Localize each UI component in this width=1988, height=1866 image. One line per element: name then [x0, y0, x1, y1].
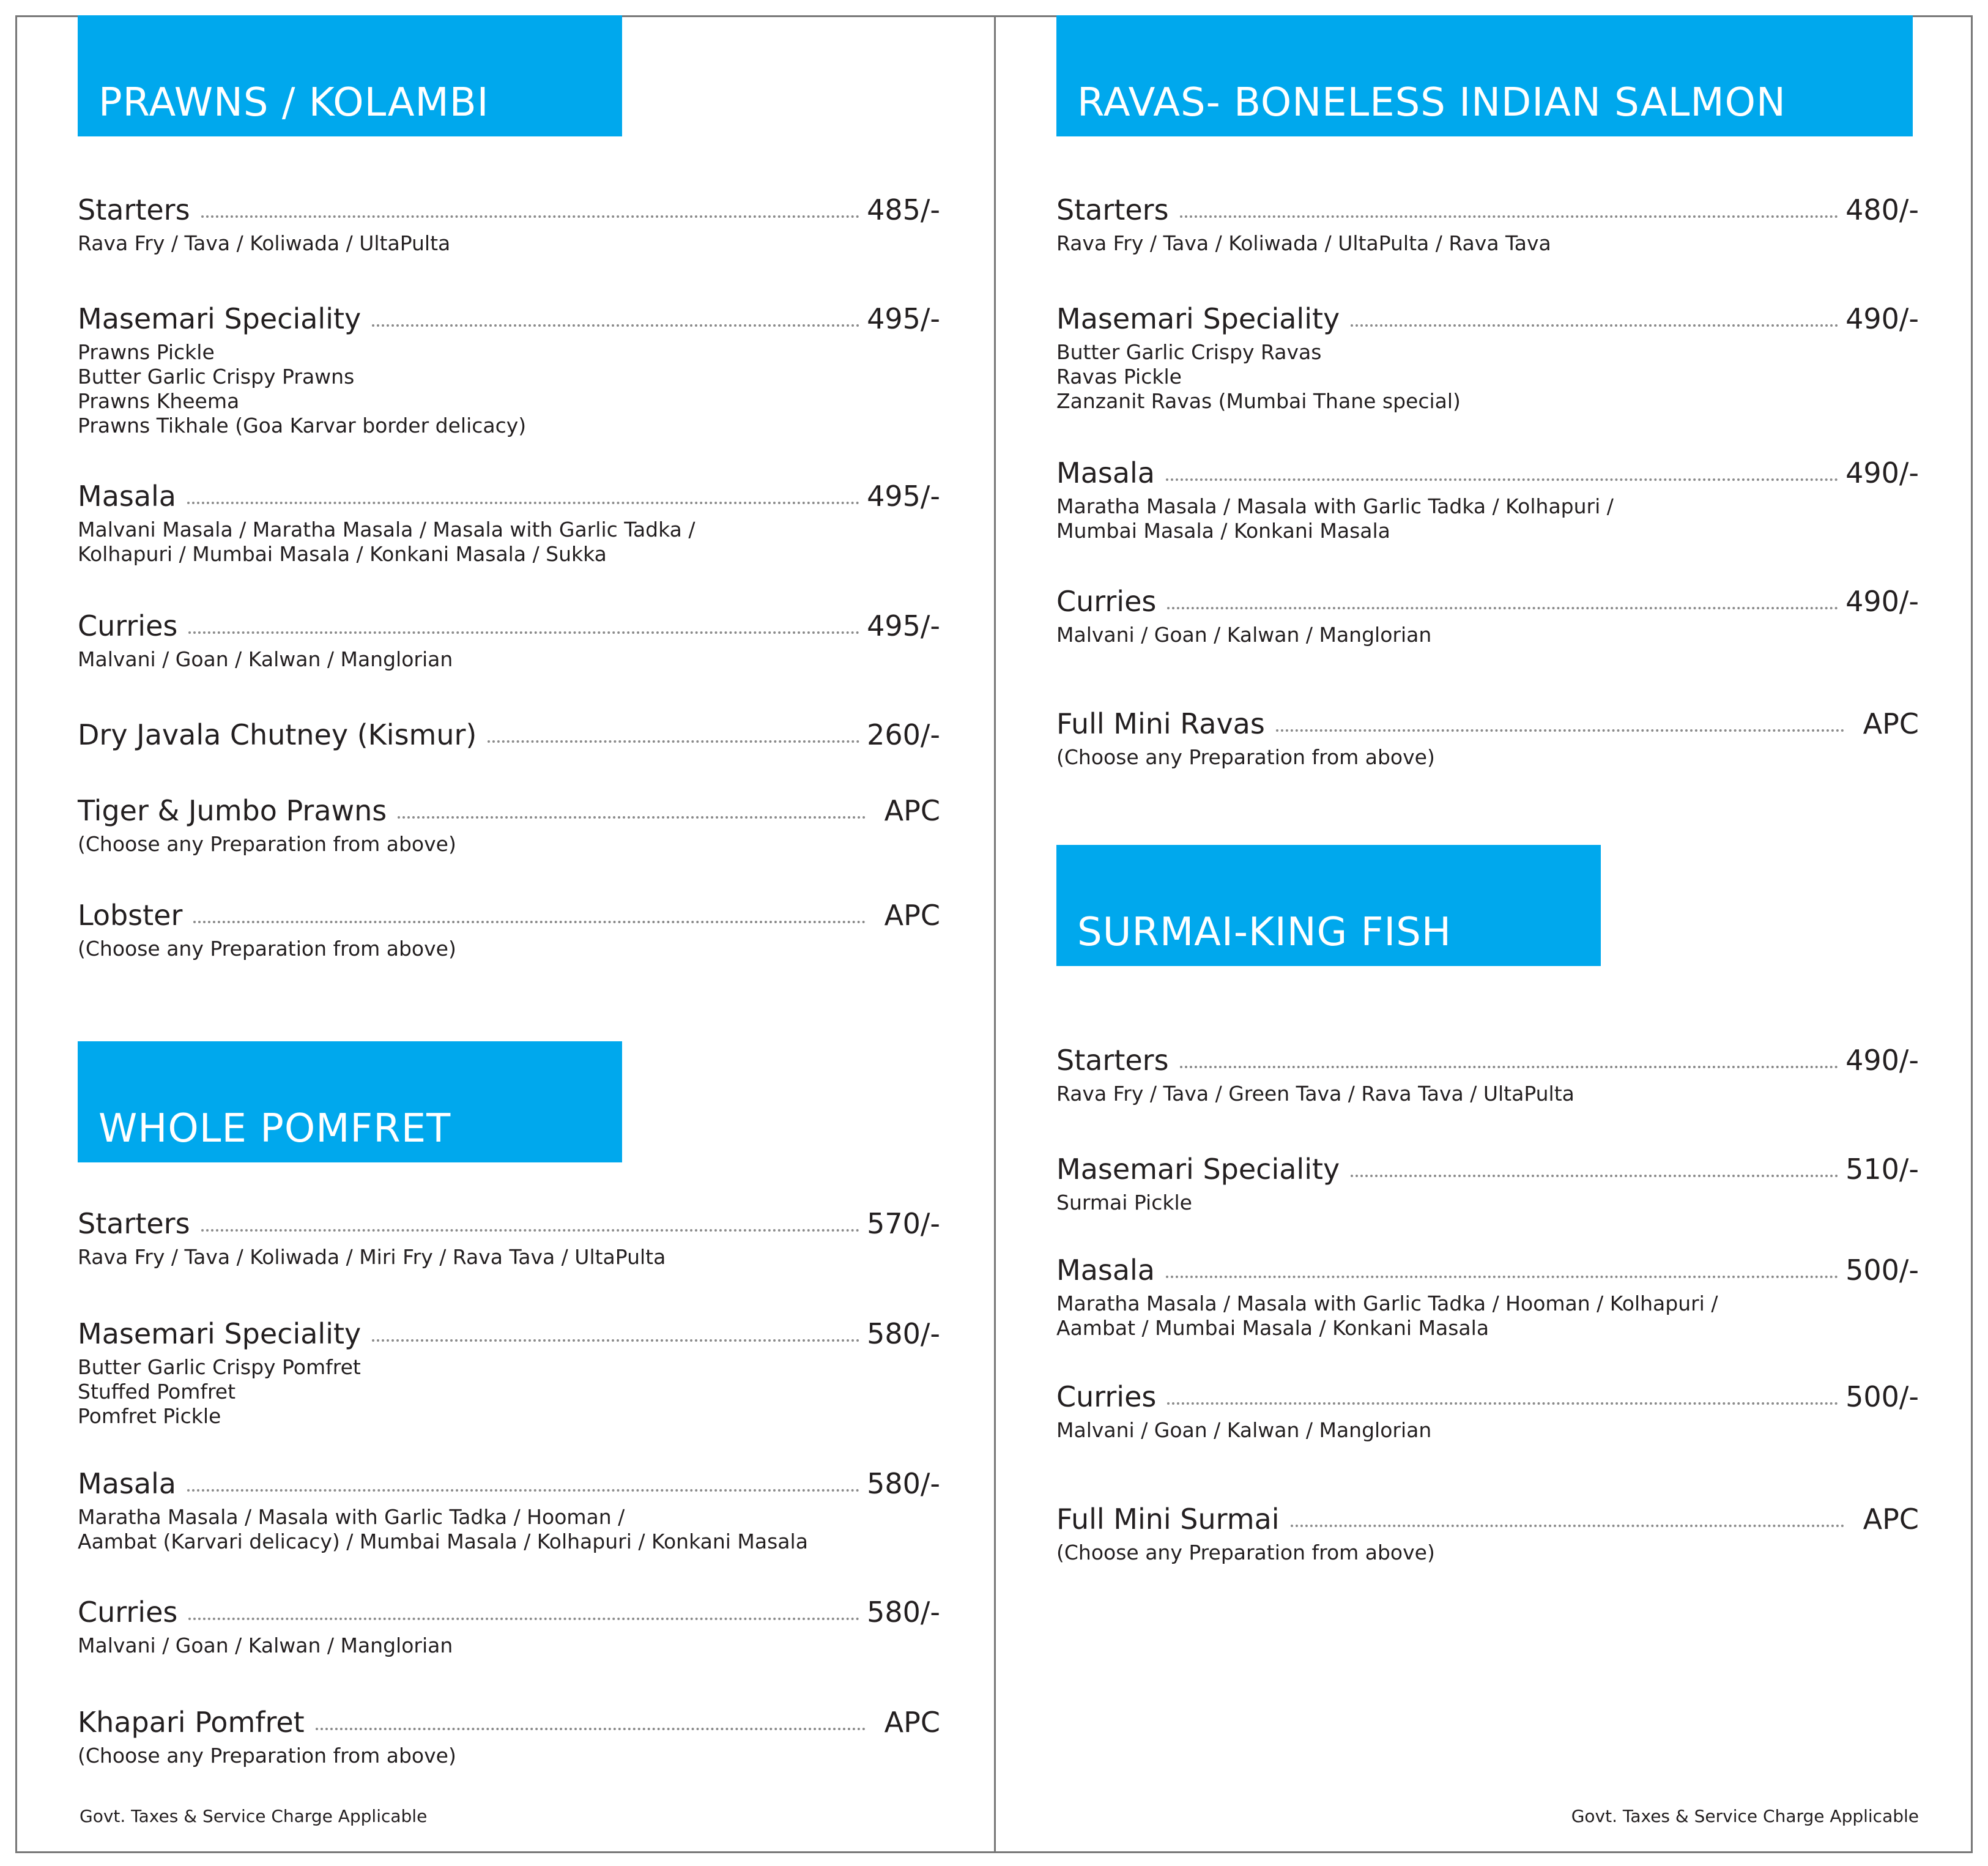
- dot-leader: [372, 1339, 859, 1342]
- description-line: Maratha Masala / Masala with Garlic Tadka / Kolhapuri /: [1056, 494, 1614, 518]
- description-line: Rava Fry / Tava / Koliwada / UltaPulta: [78, 231, 451, 255]
- menu-item-line: [1056, 1040, 1919, 1077]
- footer-note-right: Govt. Taxes & Service Charge Applicable: [1571, 1806, 1919, 1826]
- dot-leader: [1291, 1525, 1844, 1527]
- menu-item: [78, 1203, 940, 1269]
- menu-item: [78, 1463, 940, 1554]
- menu-item: [1056, 190, 1919, 256]
- dot-leader: [372, 324, 859, 327]
- menu-item-line: [78, 1463, 940, 1500]
- dot-leader: [1166, 478, 1838, 481]
- description-line: Malvani / Goan / Kalwan / Manglorian: [78, 1634, 453, 1657]
- menu-item-name: Starters: [1056, 1044, 1169, 1077]
- description-line: (Choose any Preparation from above): [78, 937, 456, 961]
- dot-leader: [193, 921, 866, 923]
- section-title-ravas: RAVAS- BONELESS INDIAN SALMON: [1056, 15, 1913, 136]
- menu-item-line: [78, 190, 940, 226]
- menu-item-price: 490/-: [1845, 456, 1919, 489]
- menu-item-name: Curries: [1056, 1380, 1157, 1413]
- dot-leader: [1166, 1276, 1838, 1278]
- menu-item-price: 490/-: [1845, 585, 1919, 618]
- description-line: Rava Fry / Tava / Koliwada / Miri Fry / Rava Tava / UltaPulta: [78, 1245, 666, 1269]
- dot-leader: [188, 631, 859, 634]
- menu-item-description: [78, 1744, 940, 1768]
- menu-item-name: Full Mini Ravas: [1056, 707, 1265, 740]
- menu-item-name: Lobster: [78, 899, 183, 932]
- description-line: (Choose any Preparation from above): [78, 832, 456, 856]
- menu-item-line: [1056, 1149, 1919, 1186]
- menu-item-name: Masemari Speciality: [1056, 1153, 1340, 1186]
- menu-item: [78, 895, 940, 961]
- menu-item-line: [78, 1314, 940, 1350]
- dot-leader: [1180, 215, 1839, 218]
- menu-item: [1056, 1040, 1919, 1106]
- menu-item-description: [78, 340, 940, 438]
- dot-leader: [1180, 1066, 1839, 1068]
- description-line: Malvani / Goan / Kalwan / Manglorian: [1056, 1418, 1432, 1442]
- menu-item-name: Masemari Speciality: [78, 1317, 362, 1350]
- menu-item-description: [1056, 231, 1919, 256]
- menu-item-line: [78, 1592, 940, 1629]
- description-line: Aambat (Karvari delicacy) / Mumbai Masala / Kolhapuri / Konkani Masala: [78, 1530, 808, 1553]
- menu-item-name: Masemari Speciality: [78, 302, 362, 335]
- menu-item-line: [1056, 453, 1919, 489]
- menu-item-name: Masala: [78, 480, 176, 513]
- menu-item-description: [78, 647, 940, 672]
- menu-item-price: APC: [884, 794, 940, 827]
- description-line: Pomfret Pickle: [78, 1404, 221, 1428]
- description-line: Malvani / Goan / Kalwan / Manglorian: [78, 647, 453, 671]
- description-line: (Choose any Preparation from above): [78, 1744, 456, 1767]
- dot-leader: [488, 740, 859, 743]
- description-line: Stuffed Pomfret: [78, 1380, 236, 1403]
- description-line: Maratha Masala / Masala with Garlic Tadka / Hooman /: [78, 1505, 625, 1529]
- menu-item-description: [78, 1355, 940, 1429]
- menu-item-name: Masala: [1056, 1254, 1155, 1287]
- dot-leader: [1351, 1175, 1838, 1177]
- menu-item-price: 580/-: [867, 1596, 940, 1629]
- menu-item-line: [1056, 1377, 1919, 1413]
- menu-item-description: [1056, 1418, 1919, 1443]
- menu-item: [78, 1314, 940, 1429]
- menu-item-name: Masemari Speciality: [1056, 302, 1340, 335]
- menu-item-line: [1056, 190, 1919, 226]
- menu-item-price: 510/-: [1845, 1153, 1919, 1186]
- description-line: Prawns Tikhale (Goa Karvar border delicacy): [78, 414, 527, 437]
- menu-item-description: [1056, 745, 1919, 770]
- menu-item-price: 580/-: [867, 1317, 940, 1350]
- menu-item: [78, 715, 940, 751]
- menu-item-name: Starters: [78, 193, 190, 226]
- dot-leader: [1167, 1402, 1838, 1405]
- menu-item-description: [1056, 340, 1919, 414]
- description-line: Rava Fry / Tava / Koliwada / UltaPulta / Rava Tava: [1056, 231, 1551, 255]
- menu-item-description: [78, 1634, 940, 1658]
- menu-item-name: Dry Javala Chutney (Kismur): [78, 718, 477, 751]
- dot-leader: [316, 1728, 866, 1730]
- dot-leader: [1276, 729, 1844, 732]
- menu-item-line: [78, 1203, 940, 1240]
- menu-item-line: [1056, 704, 1919, 740]
- menu-item-line: [1056, 299, 1919, 335]
- menu-item-description: [78, 231, 940, 256]
- description-line: Maratha Masala / Masala with Garlic Tadka / Hooman / Kolhapuri /: [1056, 1292, 1718, 1315]
- menu-item-description: [1056, 1082, 1919, 1106]
- menu-item: [1056, 1149, 1919, 1215]
- menu-item: [78, 1702, 940, 1768]
- page-divider: [994, 15, 996, 1853]
- dot-leader: [1351, 324, 1838, 327]
- description-line: Aambat / Mumbai Masala / Konkani Masala: [1056, 1316, 1489, 1340]
- menu-item-price: 500/-: [1845, 1380, 1919, 1413]
- menu-item-line: [78, 606, 940, 642]
- dot-leader: [201, 215, 860, 218]
- menu-item-line: [78, 895, 940, 932]
- menu-item-price: 495/-: [867, 609, 940, 642]
- dot-leader: [201, 1229, 860, 1232]
- menu-item-description: [1056, 1292, 1919, 1340]
- footer-note-left: Govt. Taxes & Service Charge Applicable: [80, 1806, 428, 1826]
- dot-leader: [1167, 607, 1838, 609]
- menu-item-name: Masala: [1056, 456, 1155, 489]
- menu-item-price: APC: [884, 1706, 940, 1739]
- description-line: Malvani / Goan / Kalwan / Manglorian: [1056, 623, 1432, 647]
- menu-item: [1056, 1499, 1919, 1565]
- dot-leader: [188, 1618, 859, 1620]
- menu-item-price: 485/-: [867, 193, 940, 226]
- menu-item-price: 480/-: [1845, 193, 1919, 226]
- section-title-surmai: SURMAI-KING FISH: [1056, 845, 1601, 966]
- menu-item-price: 260/-: [867, 718, 940, 751]
- dot-leader: [187, 1489, 859, 1492]
- menu-item-price: APC: [1863, 1503, 1919, 1536]
- description-line: Ravas Pickle: [1056, 365, 1182, 388]
- menu-item: [78, 190, 940, 256]
- menu-item: [78, 1592, 940, 1658]
- menu-item-name: Masala: [78, 1467, 176, 1500]
- description-line: (Choose any Preparation from above): [1056, 1541, 1435, 1564]
- menu-item-description: [78, 1245, 940, 1269]
- menu-item: [1056, 1250, 1919, 1340]
- description-line: Prawns Pickle: [78, 340, 215, 364]
- section-title-pomfret: WHOLE POMFRET: [78, 1041, 622, 1162]
- menu-item-line: [1056, 1250, 1919, 1287]
- menu-item-description: [78, 518, 940, 567]
- description-line: Zanzanit Ravas (Mumbai Thane special): [1056, 389, 1461, 413]
- description-line: Butter Garlic Crispy Pomfret: [78, 1355, 361, 1379]
- description-line: Butter Garlic Crispy Prawns: [78, 365, 355, 388]
- description-line: Butter Garlic Crispy Ravas: [1056, 340, 1322, 364]
- menu-item-price: 490/-: [1845, 302, 1919, 335]
- description-line: Surmai Pickle: [1056, 1191, 1192, 1214]
- menu-item: [78, 476, 940, 567]
- description-line: Kolhapuri / Mumbai Masala / Konkani Masala / Sukka: [78, 542, 607, 566]
- menu-item-price: APC: [884, 899, 940, 932]
- description-line: Mumbai Masala / Konkani Masala: [1056, 519, 1390, 543]
- menu-item-name: Curries: [78, 1596, 178, 1629]
- menu-item-line: [1056, 581, 1919, 618]
- menu-item-description: [1056, 1191, 1919, 1215]
- menu-item-price: 500/-: [1845, 1254, 1919, 1287]
- menu-item: [78, 790, 940, 857]
- menu-item-description: [1056, 494, 1919, 543]
- menu-item-line: [78, 790, 940, 827]
- description-line: (Choose any Preparation from above): [1056, 745, 1435, 769]
- dot-leader: [398, 816, 866, 819]
- menu-item-description: [78, 937, 940, 961]
- menu-item: [1056, 581, 1919, 647]
- menu-item-price: 490/-: [1845, 1044, 1919, 1077]
- menu-item: [1056, 299, 1919, 414]
- menu-item: [78, 299, 940, 438]
- dot-leader: [187, 502, 859, 504]
- menu-item-name: Starters: [1056, 193, 1169, 226]
- menu-item-description: [78, 1505, 940, 1554]
- menu-item-description: [78, 832, 940, 857]
- menu-item: [78, 606, 940, 672]
- menu-item-name: Full Mini Surmai: [1056, 1503, 1280, 1536]
- menu-item-price: 495/-: [867, 302, 940, 335]
- menu-item-name: Curries: [1056, 585, 1157, 618]
- menu-item-name: Tiger & Jumbo Prawns: [78, 794, 387, 827]
- menu-item-line: [78, 476, 940, 513]
- menu-item-name: Curries: [78, 609, 178, 642]
- description-line: Prawns Kheema: [78, 389, 240, 413]
- description-line: Rava Fry / Tava / Green Tava / Rava Tava / UltaPulta: [1056, 1082, 1574, 1106]
- menu-item-name: Starters: [78, 1207, 190, 1240]
- menu-item: [1056, 704, 1919, 770]
- menu-item-description: [1056, 623, 1919, 647]
- menu-item-price: 580/-: [867, 1467, 940, 1500]
- menu-item-description: [1056, 1541, 1919, 1565]
- menu-item: [1056, 1377, 1919, 1443]
- menu-item-line: [78, 715, 940, 751]
- menu-item: [1056, 453, 1919, 543]
- menu-item-price: APC: [1863, 707, 1919, 740]
- menu-item-line: [1056, 1499, 1919, 1536]
- menu-item-price: 495/-: [867, 480, 940, 513]
- menu-item-line: [78, 299, 940, 335]
- menu-item-name: Khapari Pomfret: [78, 1706, 305, 1739]
- section-title-prawns: PRAWNS / KOLAMBI: [78, 15, 622, 136]
- description-line: Malvani Masala / Maratha Masala / Masala with Garlic Tadka /: [78, 518, 695, 541]
- menu-item-line: [78, 1702, 940, 1739]
- menu-item-price: 570/-: [867, 1207, 940, 1240]
